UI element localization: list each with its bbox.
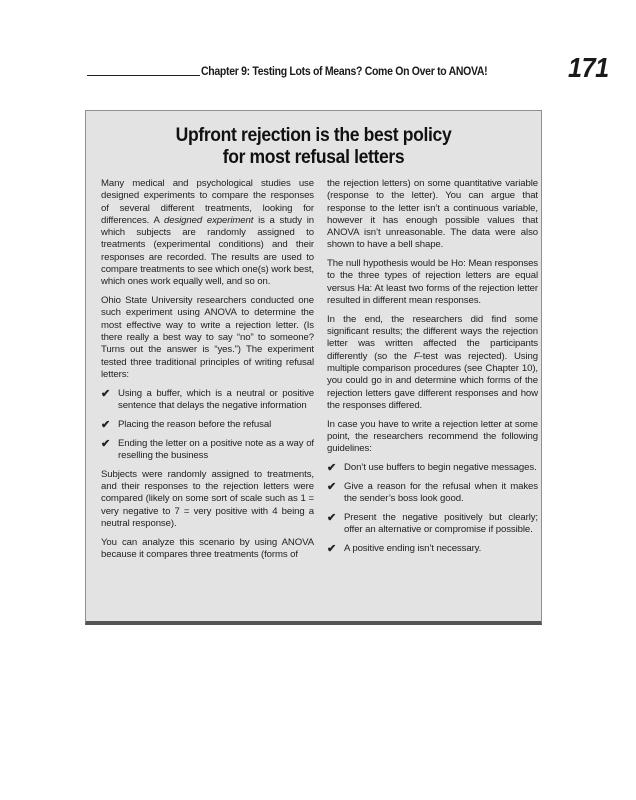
paragraph: the rejection letters) on some quantitative variable (response to the letter). You can argue that response to the letter isn’t a continuous variable, however it has enough possible values that ANOVA isn’t unreasonable. The data were also shown to have a bell shape. [327, 178, 538, 251]
paragraph: Subjects were randomly assigned to treatments, and their responses to the rejection letters were compared (likely on some sort of scale such as 1 = very negative to 7 = very positive with 4 being a neutral response). [101, 468, 314, 529]
sidebar-title-line-2: for most refusal letters [222, 145, 405, 168]
left-column [101, 178, 314, 568]
emphasis: designed experiment [163, 214, 254, 226]
page-number: 171 [568, 52, 609, 83]
sidebar-box [85, 110, 542, 625]
check-icon: ✔ [101, 418, 111, 431]
paragraph: In the end, the researchers did find some significant results; the different ways the rejection letter was written affected the participants differently (so the F-test was rejected). Using multiple comparison procedures (see Chapter 10), you could go in and determine which forms of the rejection letters gave different responses and how the responses differed. [327, 313, 538, 411]
right-column [327, 178, 538, 562]
list-item: ✔ Present the negative positively but clearly; offer an alternative or compromise if possible. [327, 511, 538, 536]
list-item: ✔ Don’t use buffers to begin negative messages. [327, 461, 537, 474]
bullet-list [101, 388, 314, 463]
check-icon: ✔ [327, 511, 337, 524]
emphasis: F [413, 350, 420, 362]
list-item: ✔ A positive ending isn’t necessary. [327, 543, 482, 556]
bullet-list [327, 462, 538, 556]
paragraph: In case you have to write a rejection letter at some point, the researchers recommend the following guidelines: [327, 418, 538, 455]
check-icon: ✔ [101, 387, 111, 400]
check-icon: ✔ [327, 543, 337, 556]
paragraph: Many medical and psychological studies use designed experiments to compare the responses of several different treatments, looking for differences. A designed experiment is a study in which subjects are randomly assigned to treatments (experimental conditions) and their responses are recorded. The results are used to compare treatments to see which one(s) work best, which ones work equally well, and so on. [101, 178, 314, 288]
list-item: ✔ Give a reason for the refusal when it makes the sender’s boss look good. [327, 480, 538, 504]
check-icon: ✔ [327, 461, 337, 474]
check-icon: ✔ [101, 437, 111, 450]
sidebar-title [86, 125, 541, 168]
list-item: ✔ Using a buffer, which is a neutral or positive sentence that delays the negative information [101, 387, 314, 411]
list-item: ✔ Placing the reason before the refusal [101, 418, 272, 431]
paragraph: Ohio State University researchers conducted one such experiment using ANOVA to determine the most effective way to write a rejection letter. (Is there really a best way to say “no” to someone? Turns out the answer is “yes.”) The experiment tested three traditional principles of writing refusal letters: [101, 295, 314, 380]
sidebar-title-line-1: Upfront rejection is the best policy [175, 124, 452, 146]
list-item: ✔ Ending the letter on a positive note as a way of reselling the business [101, 437, 314, 461]
paragraph: The null hypothesis would be Ho: Mean responses to the three types of rejection letters are equal versus Ha: At least two forms of the rejection letter resulted in different mean responses. [327, 258, 538, 307]
paragraph: You can analyze this scenario by using ANOVA because it compares three treatments (forms of [101, 536, 314, 560]
check-icon: ✔ [327, 480, 337, 493]
running-head: Chapter 9: Testing Lots of Means? Come On Over to ANOVA! [201, 64, 488, 78]
header-rule [87, 75, 200, 76]
